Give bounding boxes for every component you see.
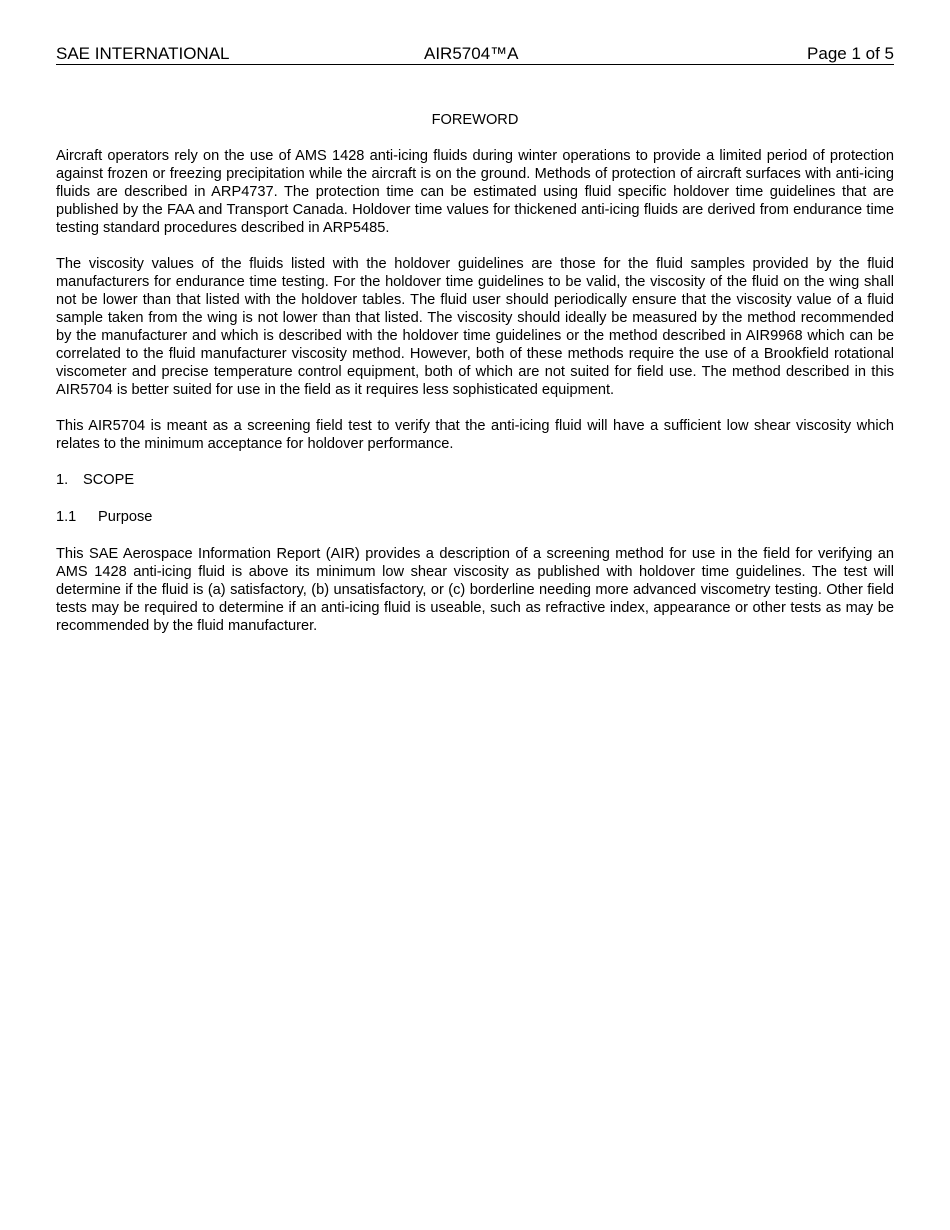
section-title: SCOPE — [83, 472, 135, 488]
subsection-number: 1.1 — [56, 509, 77, 525]
foreword-paragraph-1: Aircraft operators rely on the use of AMS 1428 anti-icing fluids during winter operations to provide a limited period of protection against frozen or freezing precipitation while the aircraft is on the ground. Methods of protection of aircraft surfaces with anti-icing fluids are described in ARP4737. The protection time can be estimated using fluid specific holdover time guidelines that are published by the FAA and Transport Canada. Holdover time values for thickened anti-icing fluids are derived from endurance time testing standard procedures described in ARP5485. — [56, 148, 894, 236]
foreword-title: FOREWORD — [431, 112, 519, 128]
section-number: 1. — [56, 472, 69, 488]
section-heading-scope — [56, 471, 894, 489]
foreword-paragraph-3: This AIR5704 is meant as a screening field test to verify that the anti-icing fluid will have a sufficient low shear viscosity which relates to the minimum acceptance for holdover performance. — [56, 418, 894, 452]
header-page-label: Page 1 of 5 — [807, 44, 894, 63]
header-document-id: AIR5704™A — [424, 44, 519, 63]
page-header — [56, 44, 894, 65]
subsection-heading-purpose — [56, 508, 894, 526]
subsection-title: Purpose — [98, 509, 153, 525]
foreword-paragraph-2: The viscosity values of the fluids listed with the holdover guidelines are those for the fluid samples provided by the fluid manufacturers for endurance time testing. For the holdover time guidelines to be valid, the viscosity of the fluid on the wing shall not be lower than that listed with the holdover tables. The fluid user should periodically ensure that the viscosity value of a fluid sample taken from the wing is not lower than that listed. The viscosity should ideally be measured by the method recommended by the manufacturer and which is described with the holdover time guidelines or the method described in AIR9968 which can be correlated to the fluid manufacturer viscosity method. However, both of these methods require the use of a Brookfield rotational viscometer and precise temperature control equipment, both of which are not suited for field use. The method described in this AIR5704 is better suited for use in the field as it requires less sophisticated equipment. — [56, 256, 894, 398]
header-organization: SAE INTERNATIONAL — [56, 44, 230, 63]
purpose-paragraph: This SAE Aerospace Information Report (AIR) provides a description of a screening method for use in the field for verifying an AMS 1428 anti-icing fluid is above its minimum low shear viscosity as published with holdover time guidelines. The test will determine if the fluid is (a) satisfactory, (b) unsatisfactory, or (c) borderline needing more advanced viscometry testing. Other field tests may be required to determine if an anti-icing fluid is useable, such as refractive index, appearance or other tests as may be recommended by the fluid manufacturer. — [56, 546, 894, 634]
document-body — [56, 111, 894, 653]
